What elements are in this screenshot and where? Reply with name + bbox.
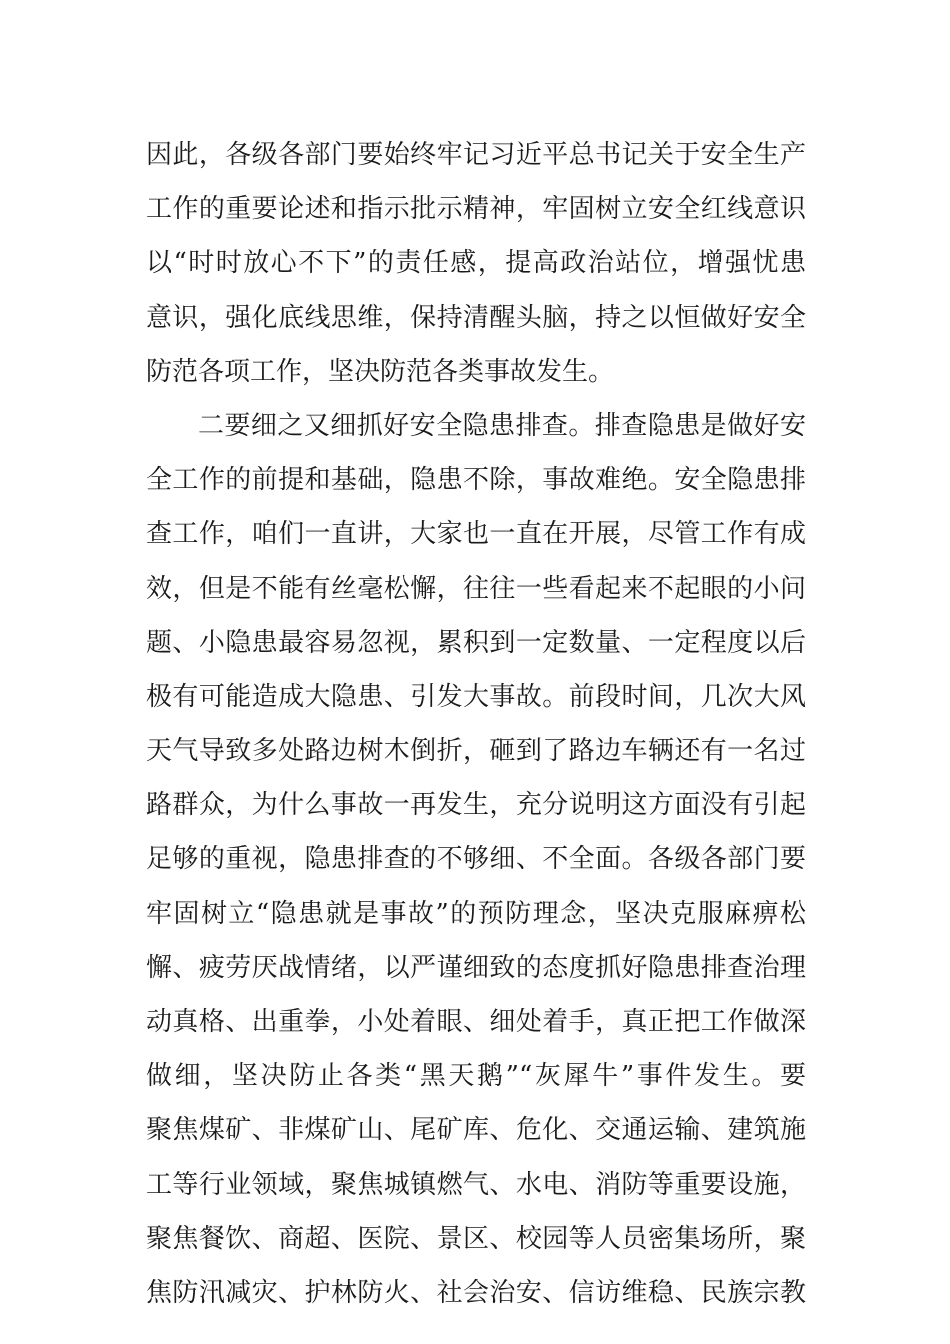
paragraph-2 (146, 399, 806, 1320)
text-line: 牢固树立“隐患就是事故”的预防理念，坚决克服麻痹松 (146, 898, 806, 929)
text-line: 足够的重视，隐患排查的不够细、不全面。各级各部门要 (146, 844, 806, 875)
text-line: 做细，坚决防止各类“黑天鹅”“灰犀牛”事件发生。要 (146, 1061, 806, 1092)
text-line: 题、小隐患最容易忽视，累积到一定数量、一定程度以后 (146, 627, 806, 658)
text-line: 全工作的前提和基础，隐患不除，事故难绝。安全隐患排 (146, 465, 806, 496)
text-line: 二要细之又细抓好安全隐患排查。排查隐患是做好安 (198, 410, 806, 441)
text-line: 防范各项工作，坚决防范各类事故发生。 (146, 356, 615, 387)
text-line: 意识，强化底线思维，保持清醒头脑，持之以恒做好安全 (146, 302, 806, 333)
text-line: 聚焦餐饮、商超、医院、景区、校园等人员密集场所，聚 (146, 1223, 806, 1254)
text-line: 工作的重要论述和指示批示精神，牢固树立安全红线意识 (146, 194, 806, 225)
text-line: 查工作，咱们一直讲，大家也一直在开展，尽管工作有成 (146, 519, 806, 550)
text-line: 路群众，为什么事故一再发生，充分说明这方面没有引起 (146, 790, 806, 821)
text-line: 动真格、出重拳，小处着眼、细处着手，真正把工作做深 (146, 1007, 806, 1037)
text-line: 天气导致多处路边树木倒折，砸到了路边车辆还有一名过 (146, 736, 806, 767)
text-line: 懈、疲劳厌战情绪，以严谨细致的态度抓好隐患排查治理 (146, 952, 806, 983)
text-line: 工等行业领域，聚焦城镇燃气、水电、消防等重要设施， (146, 1169, 806, 1200)
paragraph-1 (146, 128, 806, 399)
text-line: 以“时时放心不下”的责任感，提高政治站位，增强忧患 (146, 248, 806, 279)
document-body (146, 128, 806, 1320)
text-line: 焦防汛减灾、护林防火、社会治安、信访维稳、民族宗教 (146, 1277, 806, 1308)
text-line: 极有可能造成大隐患、引发大事故。前段时间，几次大风 (146, 681, 806, 712)
text-line: 效，但是不能有丝毫松懈，往往一些看起来不起眼的小问 (146, 573, 806, 604)
text-line: 聚焦煤矿、非煤矿山、尾矿库、危化、交通运输、建筑施 (146, 1115, 806, 1146)
text-line: 因此，各级各部门要始终牢记习近平总书记关于安全生产 (146, 140, 806, 170)
